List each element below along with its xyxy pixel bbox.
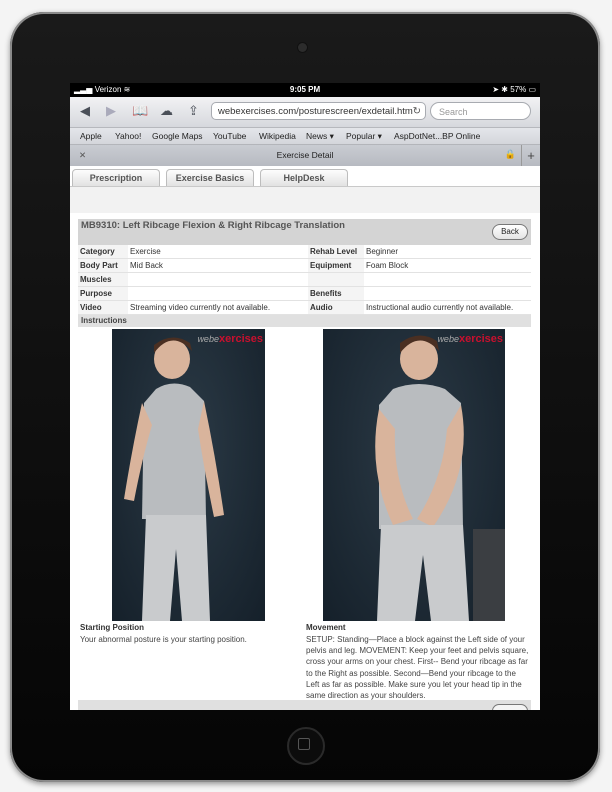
spacer-strip (70, 187, 540, 213)
tab-title[interactable]: Exercise Detail (276, 150, 334, 160)
home-square-icon (298, 738, 310, 750)
location-icon: ➤ (492, 85, 500, 94)
search-input[interactable]: Search (430, 102, 531, 120)
movement-photo (323, 329, 505, 621)
wifi-icon: ≋ (123, 85, 131, 94)
icloud-icon[interactable]: ☁ (160, 103, 173, 118)
bookmark-item[interactable]: Yahoo! (115, 131, 142, 141)
bookmark-item[interactable]: News ▾ (306, 131, 334, 141)
bookmark-item[interactable]: Apple (80, 131, 102, 141)
battery-percent: 57% (510, 85, 527, 94)
exercise-title: MB9310: Left Ribcage Flexion & Right Ribcage Translation (81, 220, 345, 231)
forward-arrow-icon[interactable]: ▶ (106, 103, 116, 118)
tab-prescription[interactable]: Prescription (72, 169, 160, 186)
address-bar[interactable] (211, 102, 426, 120)
bluetooth-icon: ✱ (501, 85, 508, 94)
bookmark-item[interactable]: AspDotNet...BP Online (394, 131, 481, 141)
movement-text: SETUP: Standing—Place a block against the Left side of your pelvis and leg. MOVEMENT: Keep your feet and pelvis square, cross your arms on your chest. First-- Bend your ribcage as far to the Right as possible. Second—Bend your ribcage to the Left as far as possible. Make sure you let your head tip in the same direction as your shoulders. (306, 635, 529, 701)
browser-toolbar (70, 97, 540, 128)
back-button[interactable]: Back (492, 224, 528, 240)
battery-icon: ▭ (528, 85, 536, 94)
back-button-bottom[interactable] (492, 704, 528, 710)
table-row: Body Part Mid Back Equipment Foam Block (78, 259, 531, 273)
tab-exercise-basics[interactable]: Exercise Basics (166, 169, 254, 186)
bookmarks-book-icon[interactable]: 📖 (132, 103, 149, 118)
person-figure-right (323, 329, 505, 621)
bookmark-item[interactable]: Google Maps (152, 131, 203, 141)
movement-label: Movement (306, 623, 346, 632)
instructions-header: Instructions (78, 315, 531, 327)
table-row: Purpose Benefits (78, 287, 531, 301)
new-tab-icon[interactable]: + (521, 145, 540, 166)
person-figure-left (112, 329, 265, 621)
clock: 9:05 PM (289, 85, 321, 94)
close-tab-icon[interactable]: ✕ (79, 150, 87, 160)
reload-icon[interactable]: ↻ (412, 106, 421, 117)
front-camera (298, 43, 307, 52)
starting-position-photo (112, 329, 265, 621)
screen (70, 83, 540, 710)
url-text: webexercises.com/posturescreen/exdetail.htm (218, 106, 413, 117)
signal-icon: ▂▃▅ (74, 85, 93, 94)
lock-icon: 🔒 (504, 149, 516, 159)
bookmark-item[interactable]: Popular ▾ (346, 131, 382, 141)
browser-tab-bar (70, 145, 540, 166)
webexercises-logo: webexercises (437, 333, 503, 345)
bottom-bar (78, 700, 531, 710)
exercise-info-table (78, 245, 531, 315)
starting-position-text: Your abnormal posture is your starting position. (80, 635, 247, 644)
bookmark-item[interactable]: YouTube (213, 131, 247, 141)
carrier-name: Verizon (94, 85, 122, 94)
exercise-header (78, 219, 531, 245)
share-icon[interactable]: ⇪ (188, 103, 199, 118)
tab-helpdesk[interactable]: HelpDesk (260, 169, 348, 186)
table-row: Video Streaming video currently not available. Audio Instructional audio currently not available. (78, 301, 531, 315)
starting-position-label: Starting Position (80, 623, 144, 632)
app-tabs (70, 166, 540, 187)
back-arrow-icon[interactable]: ◀ (80, 103, 90, 118)
bookmarks-bar (70, 128, 540, 145)
table-row: Muscles (78, 273, 531, 287)
bookmark-item[interactable]: Wikipedia (259, 131, 296, 141)
status-bar (70, 83, 540, 97)
table-row: Category Exercise Rehab Level Beginner (78, 245, 531, 259)
webexercises-logo: webexercises (197, 333, 263, 345)
